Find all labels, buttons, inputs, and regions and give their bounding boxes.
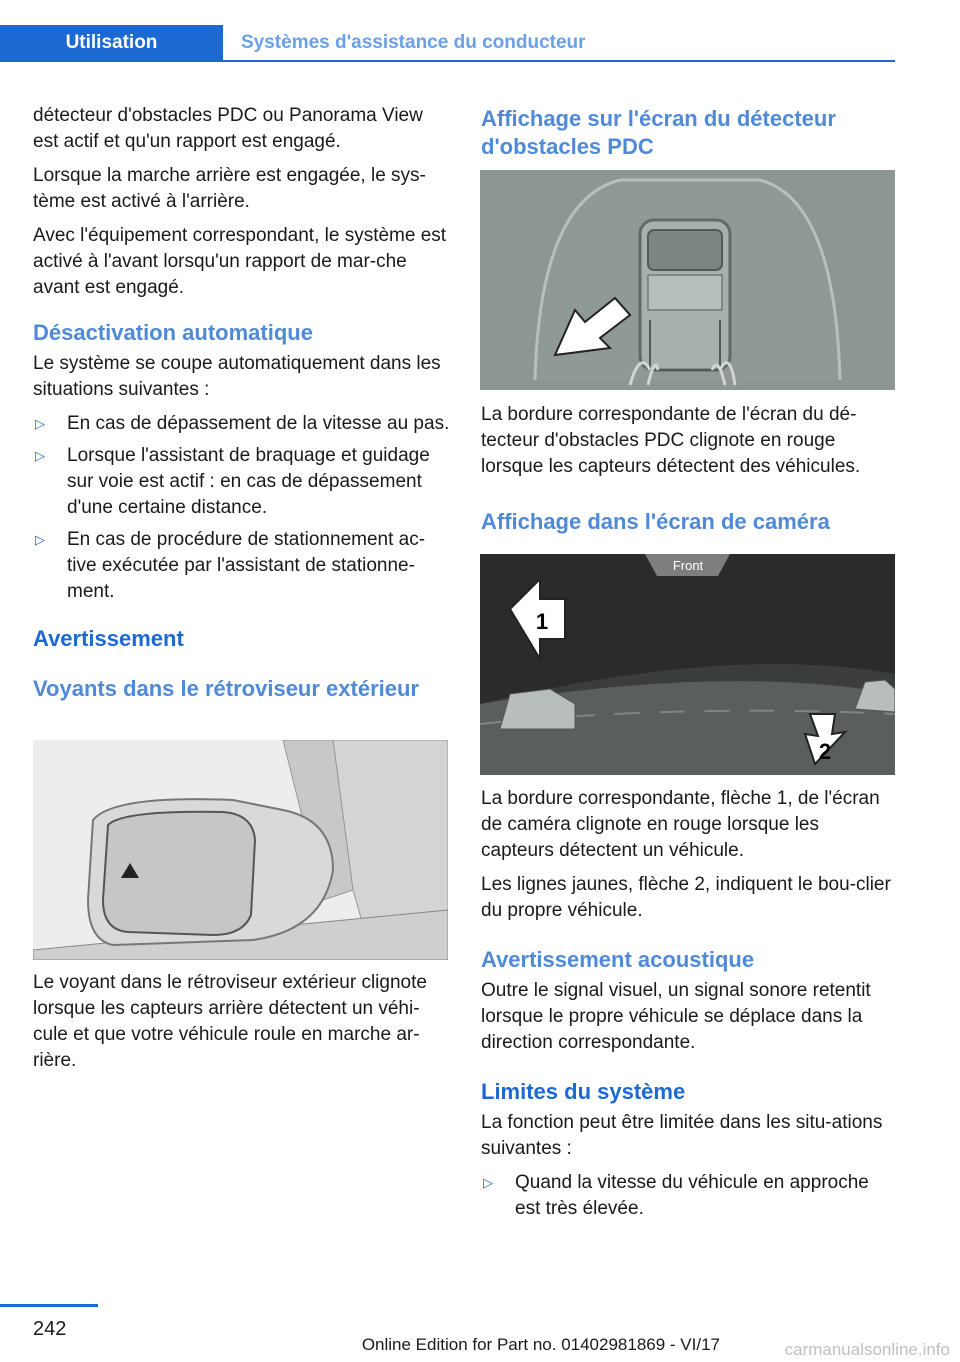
section-heading: Avertissement acoustique xyxy=(481,947,755,972)
tab-driver-assistance-label: Systèmes d'assistance du conducteur xyxy=(241,32,586,53)
paragraph: La bordure correspondante, flèche 1, de l'écran de caméra clignote en rouge lorsque les capteurs détectent un véhicule. xyxy=(481,788,880,861)
arrow-1-label: 1 xyxy=(535,609,549,634)
pdc-figure xyxy=(480,170,895,390)
paragraph: La fonction peut être limitée dans les situ-ations suivantes : xyxy=(481,1112,883,1159)
paragraph: Lorsque la marche arrière est engagée, le sys-tème est activé à l'arrière. xyxy=(33,165,426,212)
triangle-bullet-icon: ▷ xyxy=(35,532,45,547)
paragraph: détecteur d'obstacles PDC ou Panorama View est actif et qu'un rapport est engagé. xyxy=(33,105,423,152)
mirror-figure xyxy=(33,740,448,960)
tab-utilisation-label: Utilisation xyxy=(65,32,158,53)
paragraph: Le système se coupe automatiquement dans les situations suivantes : xyxy=(33,353,441,400)
left-column xyxy=(33,103,453,703)
paragraph: Avec l'équipement correspondant, le système est activé à l'avant lorsqu'un rapport de mar-che avant est engagé. xyxy=(33,225,447,298)
watermark: carmanualsonline.info xyxy=(784,1340,950,1359)
section-heading: Désactivation automatique xyxy=(33,320,313,345)
list-item xyxy=(481,1170,896,1222)
page-number: 242 xyxy=(33,1318,67,1340)
list-item-text: Quand la vitesse du véhicule en approche est très élevée. xyxy=(515,1172,869,1219)
footer-rule xyxy=(0,1304,98,1307)
camera-figure xyxy=(480,554,895,775)
camera-front-label: Front xyxy=(672,558,704,573)
list-item xyxy=(33,527,453,605)
paragraph: La bordure correspondante de l'écran du dé-tecteur d'obstacles PDC clignote en rouge lorsque les capteurs détectent des véhicules. xyxy=(481,404,861,477)
bullet-list xyxy=(481,1170,896,1222)
list-item xyxy=(33,411,453,437)
section-heading: Affichage sur l'écran du détecteur d'obstacles PDC xyxy=(481,106,836,159)
list-item-text: En cas de dépassement de la vitesse au pas. xyxy=(67,413,450,434)
tab-utilisation[interactable] xyxy=(0,25,223,61)
section-heading: Voyants dans le rétroviseur extérieur xyxy=(33,676,419,701)
edition-label: Online Edition for Part no. 01402981869 - VI/17 xyxy=(361,1335,720,1354)
list-item xyxy=(33,443,453,521)
paragraph: Outre le signal visuel, un signal sonore retentit lorsque le propre véhicule se déplace dans la direction correspondante. xyxy=(481,980,871,1053)
triangle-bullet-icon: ▷ xyxy=(35,448,45,463)
right-column-bottom xyxy=(481,786,896,1228)
section-heading: Limites du système xyxy=(481,1079,686,1104)
right-column-top xyxy=(481,105,896,161)
tab-driver-assistance[interactable] xyxy=(223,25,586,61)
triangle-bullet-icon: ▷ xyxy=(483,1175,493,1190)
section-heading: Affichage dans l'écran de caméra xyxy=(481,509,830,534)
header-rule xyxy=(0,60,895,62)
list-item-text: En cas de procédure de stationnement ac-tive exécutée par l'assistant de stationne-ment. xyxy=(67,529,426,602)
left-column-bottom xyxy=(33,970,453,1082)
right-column-mid xyxy=(481,402,896,536)
paragraph: Le voyant dans le rétroviseur extérieur clignote lorsque les capteurs arrière détectent un véhi-cule et que votre véhicule roule en marche ar-rière. xyxy=(33,972,427,1071)
arrow-2-label: 2 xyxy=(818,739,832,764)
paragraph: Les lignes jaunes, flèche 2, indiquent le bou-clier du propre véhicule. xyxy=(481,874,891,921)
bullet-list xyxy=(33,411,453,605)
triangle-bullet-icon: ▷ xyxy=(35,416,45,431)
list-item-text: Lorsque l'assistant de braquage et guidage sur voie est actif : en cas de dépassement d'une certaine distance. xyxy=(67,445,430,518)
section-heading: Avertissement xyxy=(33,626,184,651)
